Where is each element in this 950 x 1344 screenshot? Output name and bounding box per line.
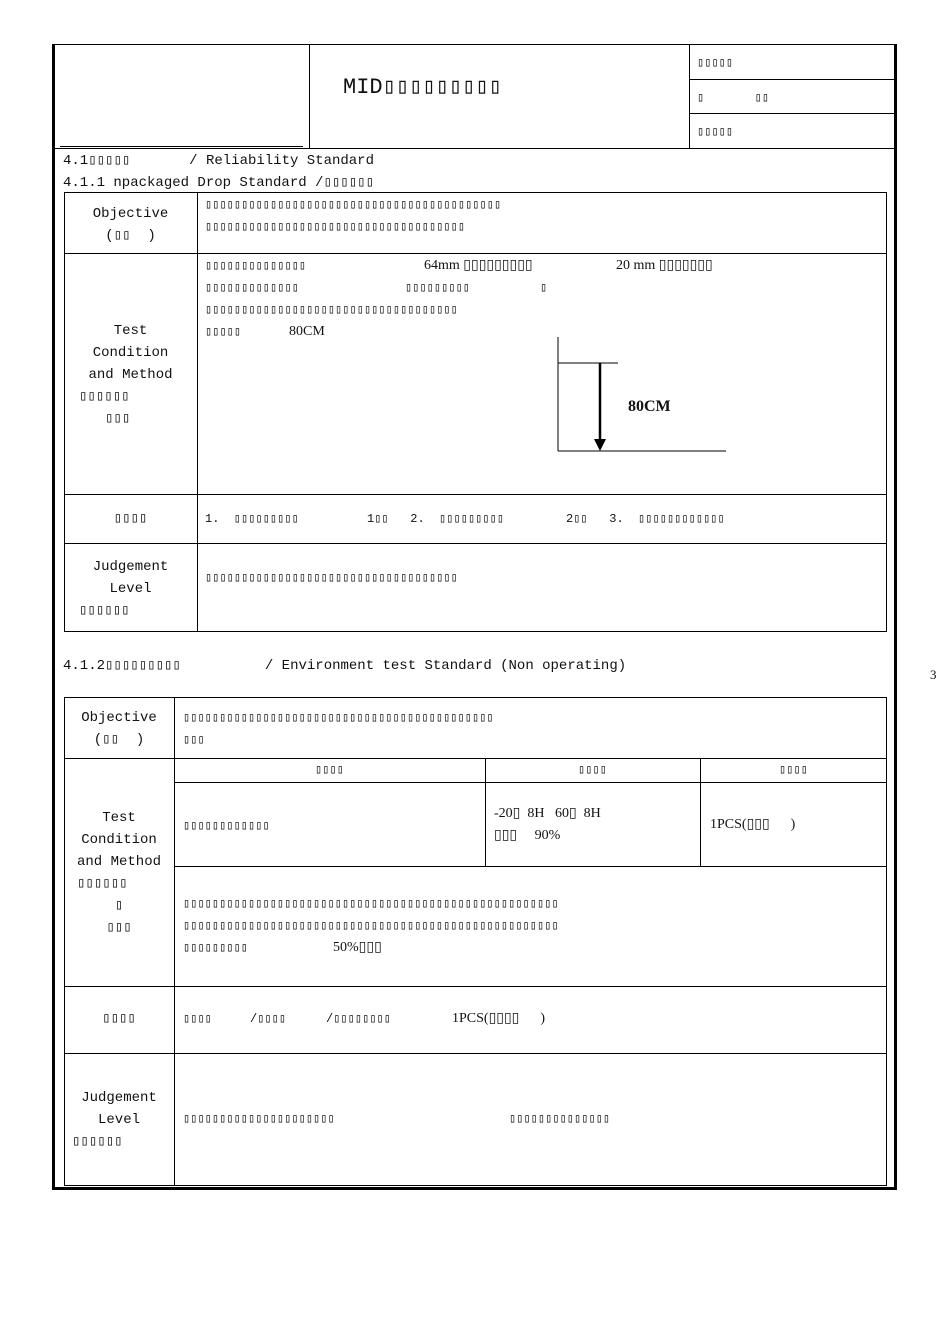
sample-text: 2▯▯ 3. ▯▯▯▯▯▯▯▯▯▯▯▯ [566,512,725,526]
column-header: ▯▯▯▯ [779,763,808,777]
table-row-line [64,543,887,544]
test-item: ▯▯▯▯▯▯▯▯▯▯▯▯ [183,819,270,833]
test-quantity: 1PCS(▯▯▯ ) [710,817,796,832]
judgement-label: ▯▯▯▯▯▯ [72,1134,123,1150]
sample-text: 1. ▯▯▯▯▯▯▯▯▯ [205,512,299,526]
method-label: ▯▯▯ [105,411,131,427]
header-row-line [689,79,894,80]
judgement-label: Judgement [92,559,169,575]
method-text-line: ▯▯▯▯▯▯▯▯▯▯▯▯▯ [205,281,299,295]
method-label: ▯ [114,898,124,914]
method-label: Test [113,323,148,339]
objective-text-line: ▯▯▯▯▯▯▯▯▯▯▯▯▯▯▯▯▯▯▯▯▯▯▯▯▯▯▯▯▯▯▯▯▯▯▯▯ [205,220,466,234]
column-header: ▯▯▯▯ [315,763,344,777]
judgement-label: Level [109,581,152,597]
column-header: ▯▯▯▯ [578,763,607,777]
method-label: ▯▯▯ [106,920,132,936]
sample-text: /▯▯▯▯▯▯▯▯ [326,1012,391,1026]
method-label: ▯▯▯▯▯▯ [77,876,128,892]
objective-label-sub: (▯▯ ) [93,732,145,748]
drop-height-text: 80CM [289,324,325,339]
sample-label: ▯▯▯▯ [113,511,148,527]
judgement-label: Judgement [81,1090,157,1106]
table-column-divider [197,192,198,632]
objective-label: Objective [81,710,157,726]
objective-label-sub: (▯▯ ) [105,228,156,244]
judgement-text: ▯▯▯▯▯▯▯▯▯▯▯▯▯▯ [509,1112,611,1126]
method-text-line: 64mm ▯▯▯▯▯▯▯▯▯ [424,258,533,273]
method-label: and Method [88,367,173,383]
objective-text-line: ▯▯▯▯▯▯▯▯▯▯▯▯▯▯▯▯▯▯▯▯▯▯▯▯▯▯▯▯▯▯▯▯▯▯▯▯▯▯▯▯▯▯▯ [183,711,494,725]
header-divider-right [689,44,690,148]
header-divider-left [309,44,310,148]
method-text-line: ▯▯▯▯▯▯▯▯▯▯▯▯▯▯▯▯▯▯▯▯▯▯▯▯▯▯▯▯▯▯▯▯▯▯▯ [205,303,458,317]
document-title: MID▯▯▯▯▯▯▯▯▯ [343,75,502,100]
method-text-line: ▯ [540,281,548,295]
sample-text: /▯▯▯▯ [250,1012,287,1026]
section-heading: 4.1▯▯▯▯▯ / Reliability Standard [63,153,374,169]
method-text-line: ▯▯▯▯▯▯▯▯▯▯▯▯▯▯▯▯▯▯▯▯▯▯▯▯▯▯▯▯▯▯▯▯▯▯▯▯▯▯▯▯▯▯▯▯▯▯▯▯▯▯▯▯ [183,897,559,911]
header-field-3: ▯▯▯▯▯ [697,125,734,139]
method-text-line: 20 mm ▯▯▯▯▯▯▯ [616,258,713,273]
side-page-number: 3 [930,667,937,682]
table-row-line [64,494,887,495]
test-condition: ▯▯▯ 90% [494,828,561,843]
method-text-line: ▯▯▯▯▯ [205,325,242,339]
method-label: Test [102,810,136,826]
method-text-line: ▯▯▯▯▯▯▯▯▯▯▯▯▯▯▯▯▯▯▯▯▯▯▯▯▯▯▯▯▯▯▯▯▯▯▯▯▯▯▯▯▯▯▯▯▯▯▯▯▯▯▯▯ [183,919,559,933]
method-label: and Method [76,854,161,870]
header-field-2: ▯ ▯▯ [697,91,770,105]
table-row-line [174,782,887,783]
sample-label: ▯▯▯▯ [102,1011,136,1027]
header-row-line [689,113,894,114]
objective-text-line: ▯▯▯▯▯▯▯▯▯▯▯▯▯▯▯▯▯▯▯▯▯▯▯▯▯▯▯▯▯▯▯▯▯▯▯▯▯▯▯▯▯ [205,198,502,212]
method-text-line: ▯▯▯▯▯▯▯▯▯▯▯▯▯▯ [205,259,307,273]
diagram-height-label: 80CM [628,398,671,415]
method-label: ▯▯▯▯▯▯ [79,389,130,405]
header-logo-underline [60,146,303,147]
sample-text: 1▯▯ 2. ▯▯▯▯▯▯▯▯▯ [367,512,505,526]
judgement-label: Level [97,1112,140,1128]
method-label: Condition [81,832,157,848]
judgement-text: ▯▯▯▯▯▯▯▯▯▯▯▯▯▯▯▯▯▯▯▯▯ [183,1112,335,1126]
subsection-heading-environment: 4.1.2▯▯▯▯▯▯▯▯▯ / Environment test Standard (Non operating) [63,658,627,674]
table-row-line [64,986,887,987]
sample-text: 1PCS(▯▯▯▯ ) [452,1011,546,1026]
table-row-line [64,1053,887,1054]
judgement-text: ▯▯▯▯▯▯▯▯▯▯▯▯▯▯▯▯▯▯▯▯▯▯▯▯▯▯▯▯▯▯▯▯▯▯▯ [205,571,458,585]
judgement-label: ▯▯▯▯▯▯ [79,603,130,619]
table-row-line [64,253,887,254]
objective-text-line: ▯▯▯ [183,733,205,747]
method-text-line: ▯▯▯▯▯▯▯▯▯ [405,281,471,295]
diagram-arrow-head [594,439,606,451]
test-condition: -20▯ 8H 60▯ 8H [494,806,601,821]
method-text-line: ▯▯▯▯▯▯▯▯▯ [183,941,249,955]
sample-text: ▯▯▯▯ [183,1012,212,1026]
header-bottom-line [52,148,897,149]
table-row-line [174,866,887,867]
objective-label: Objective [92,206,169,222]
method-text-line: 50%▯▯▯ [333,940,382,955]
method-label: Condition [92,345,169,361]
subsection-heading-drop: 4.1.1 npackaged Drop Standard /▯▯▯▯▯▯ [63,175,375,191]
header-field-1: ▯▯▯▯▯ [697,56,734,70]
